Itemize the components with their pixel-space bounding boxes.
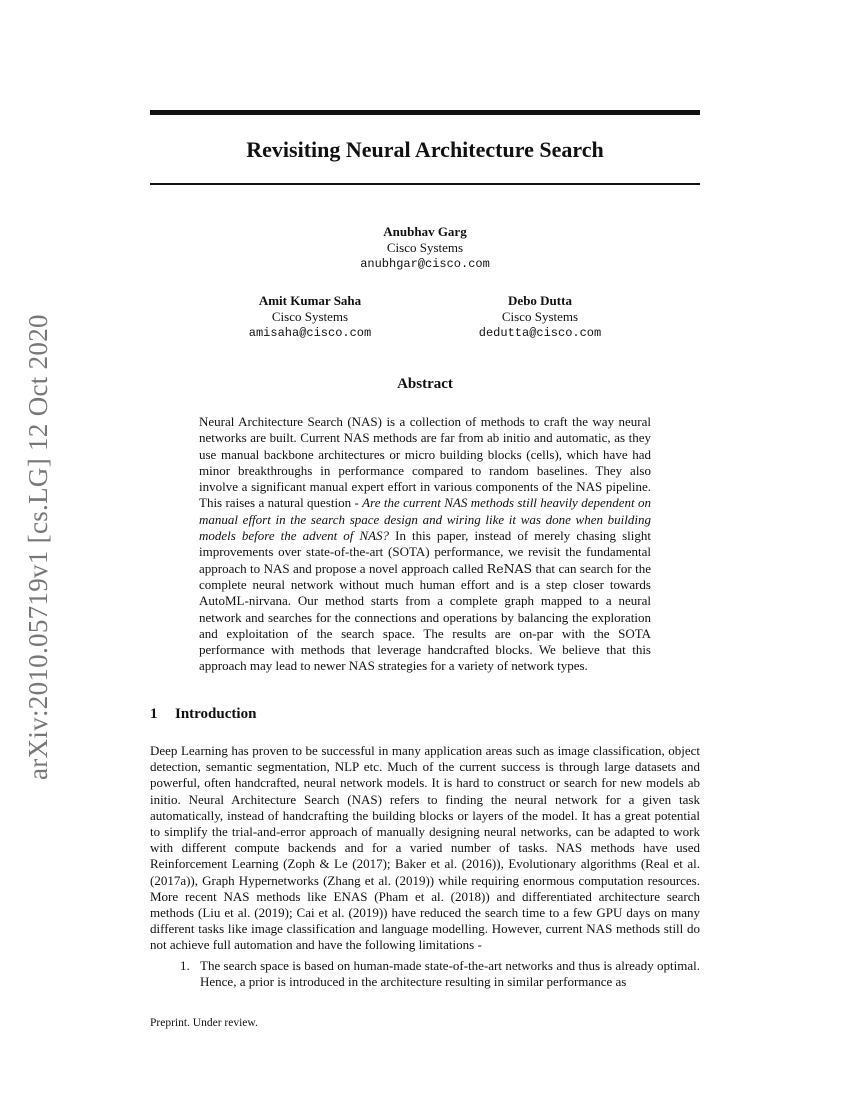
paper-title: Revisiting Neural Architecture Search <box>246 137 604 162</box>
author-name: Amit Kumar Saha <box>258 293 362 308</box>
section-number: 1 <box>150 706 158 722</box>
abstract-text: Neural Architecture Search (NAS) is a collection of methods to craft the way neural networks are built. Current NAS methods are far from ab initio and automatic, as they use manual backbone architectures or micro building blocks (cells), which have had minor breakthroughs in performance compared to random baselines. They also involve a significant manual expert effort in various components of the NAS pipeline. This raises a natural question - <box>199 414 651 511</box>
intro-paragraph: Deep Learning has proven to be successful in many application areas such as image classification, object detection, semantic segmentation, NLP etc. Much of the current success is through large datasets and powerful, often handcrafted, neural network models. It is hard to construct or search for new models ab initio. Neural Architecture Search (NAS) refers to finding the neural network for a given task automatically, instead of handcrafting the building blocks or layers of the model. It has a great potential to simplify the trial-and-error approach of manually designing neural networks, can be adapted to work with different compute backends and for a varied number of tasks. NAS methods have used Reinforcement Learning (Zoph & Le (2017); Baker et al. (2016)), Evolutionary algorithms (Real et al. (2017a)), Graph Hypernetworks (Zhang et al. (2019)) while requiring enormous computation resources. More recent NAS methods like ENAS (Pham et al. (2018)) and differentiated architecture search methods (Liu et al. (2019); Cai et al. (2019)) have reduced the search time to a few GPU days on many different tasks like image classification and language modelling. However, current NAS methods still do not achieve full automation and have the following limitations - <box>150 743 700 953</box>
abstract-body <box>199 414 651 675</box>
author-block <box>440 293 640 341</box>
author-block <box>325 224 525 272</box>
author-block <box>210 293 410 341</box>
abstract-heading: Abstract <box>397 376 453 392</box>
footer-note: Preprint. Under review. <box>150 1017 258 1029</box>
method-name: ReNAS <box>486 560 533 576</box>
author-email: amisaha@cisco.com <box>248 326 372 340</box>
section-heading <box>150 706 256 723</box>
arxiv-stamp: arXiv:2010.05719v1 [cs.LG] 12 Oct 2020 <box>23 314 53 780</box>
abstract-text: that can search for the complete neural network without much human effort and is a step closer towards AutoML-nirvana. Our method starts from a complete graph mapped to a neural network and searches for the connections and operations by balancing the exploration and exploitation of the search space. The results are on-par with the SOTA performance with methods that leverage handcrafted blocks. We believe that this approach may lead to newer NAS strategies for a variety of network types. <box>199 560 651 674</box>
author-affiliation: Cisco Systems <box>386 240 464 255</box>
author-email: dedutta@cisco.com <box>478 326 602 340</box>
author-affiliation: Cisco Systems <box>501 309 579 324</box>
list-item-number: 1. <box>180 958 190 973</box>
author-email: anubhgar@cisco.com <box>360 257 490 271</box>
author-name: Debo Dutta <box>508 293 572 308</box>
abstract-text: In this paper, instead of merely chasing slight improvements over state-of-the-art (SOTA) performance, we revisit the fundamental approach to NAS and propose a novel approach called <box>199 528 651 576</box>
title-rule-bottom <box>150 183 700 185</box>
list-item: The search space is based on human-made state-of-the-art networks and thus is already optimal. Hence, a prior is introduced in the architecture resulting in similar performance as <box>200 958 700 990</box>
limitations-list <box>180 958 700 990</box>
abstract-question: Are the current NAS methods still heavily dependent on manual effort in the search space design and wiring like it was done when building models before the advent of NAS? <box>199 495 651 544</box>
author-affiliation: Cisco Systems <box>271 309 349 324</box>
section-title: Introduction <box>175 706 257 722</box>
author-name: Anubhav Garg <box>383 224 467 239</box>
title-rule-top <box>150 110 700 115</box>
